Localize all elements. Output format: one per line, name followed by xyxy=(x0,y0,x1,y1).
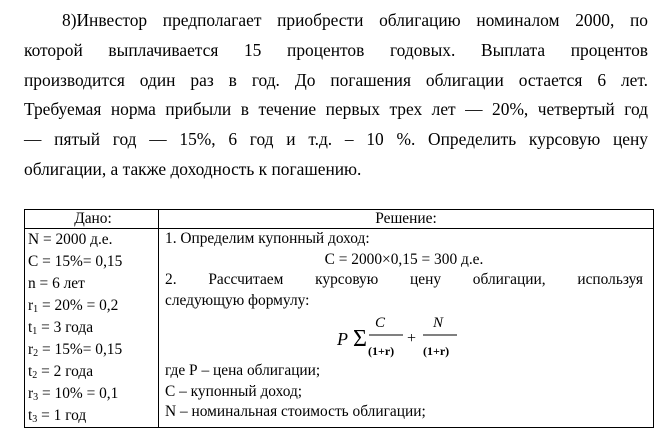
given-header: Дано: xyxy=(25,210,159,229)
price-formula-svg xyxy=(335,313,485,361)
where-price: где Р – цена облигации; xyxy=(165,362,321,379)
given-item: $t_1 = 3$ года xyxy=(28,319,94,337)
solution-cell xyxy=(159,229,654,428)
formula-n: N xyxy=(433,315,444,331)
nominal-definition: N – номинальная стоимость облигации; xyxy=(165,403,426,420)
given-item: n = 6 лет xyxy=(28,275,85,292)
coupon-calculation: С = 2000×0,15 = 300 д.е. xyxy=(324,250,484,268)
formula-plus: + xyxy=(407,330,417,347)
given-item: С = 15%= 0,15 xyxy=(28,253,123,270)
price-formula xyxy=(165,311,643,361)
table-body-row xyxy=(25,229,654,428)
solution-table xyxy=(24,209,654,428)
given-item: $r_2 = 15\%= 0,15$ xyxy=(28,341,123,359)
problem-line: — пятый год — 15%, 6 год и т.д. – 10 %. Определить курсовую цену xyxy=(24,129,648,150)
formula-p: P xyxy=(337,329,348,349)
formula-c: C xyxy=(375,315,386,331)
coupon-definition: С – купонный доход; xyxy=(165,382,303,400)
given-item: $r_1 = 20\% = 0,2$ xyxy=(28,297,119,315)
problem-text xyxy=(24,6,648,185)
given-item: $r_3 = 10\% = 0,1$ xyxy=(28,385,119,403)
given-item: $t_3 = 1$ год xyxy=(28,407,87,425)
solution-step-2-cont: следующую формулу: xyxy=(165,291,310,309)
formula-denominator-1: (1+r) xyxy=(368,344,395,358)
given-item: $t_2 = 2$ года xyxy=(28,363,94,381)
table-header-row xyxy=(25,210,654,229)
problem-line: которой выплачивается 15 процентов годовых. Выплата процентов xyxy=(24,39,648,60)
formula-sigma: Σ xyxy=(353,326,367,352)
solution-header: Решение: xyxy=(159,210,654,229)
given-item: N = 2000 д.е. xyxy=(28,231,113,248)
problem-line: 8)Инвестор предполагает приобрести облигацию номиналом 2000, по xyxy=(62,10,648,30)
solution-step-1: 1. Определим купонный доход: xyxy=(165,230,370,247)
formula-denominator-2: (1+r) xyxy=(423,344,450,358)
solution-step-2: 2. Рассчитаем курсовую цену облигации, используя xyxy=(165,271,643,288)
problem-line: производится один раз в год. До погашения облигации остается 6 лет. xyxy=(24,69,648,90)
problem-line: облигации, а также доходность к погашению. xyxy=(24,158,362,179)
given-cell xyxy=(25,229,159,428)
problem-line: Требуемая норма прибыли в течение первых трех лет — 20%, четвертый год xyxy=(24,99,648,120)
